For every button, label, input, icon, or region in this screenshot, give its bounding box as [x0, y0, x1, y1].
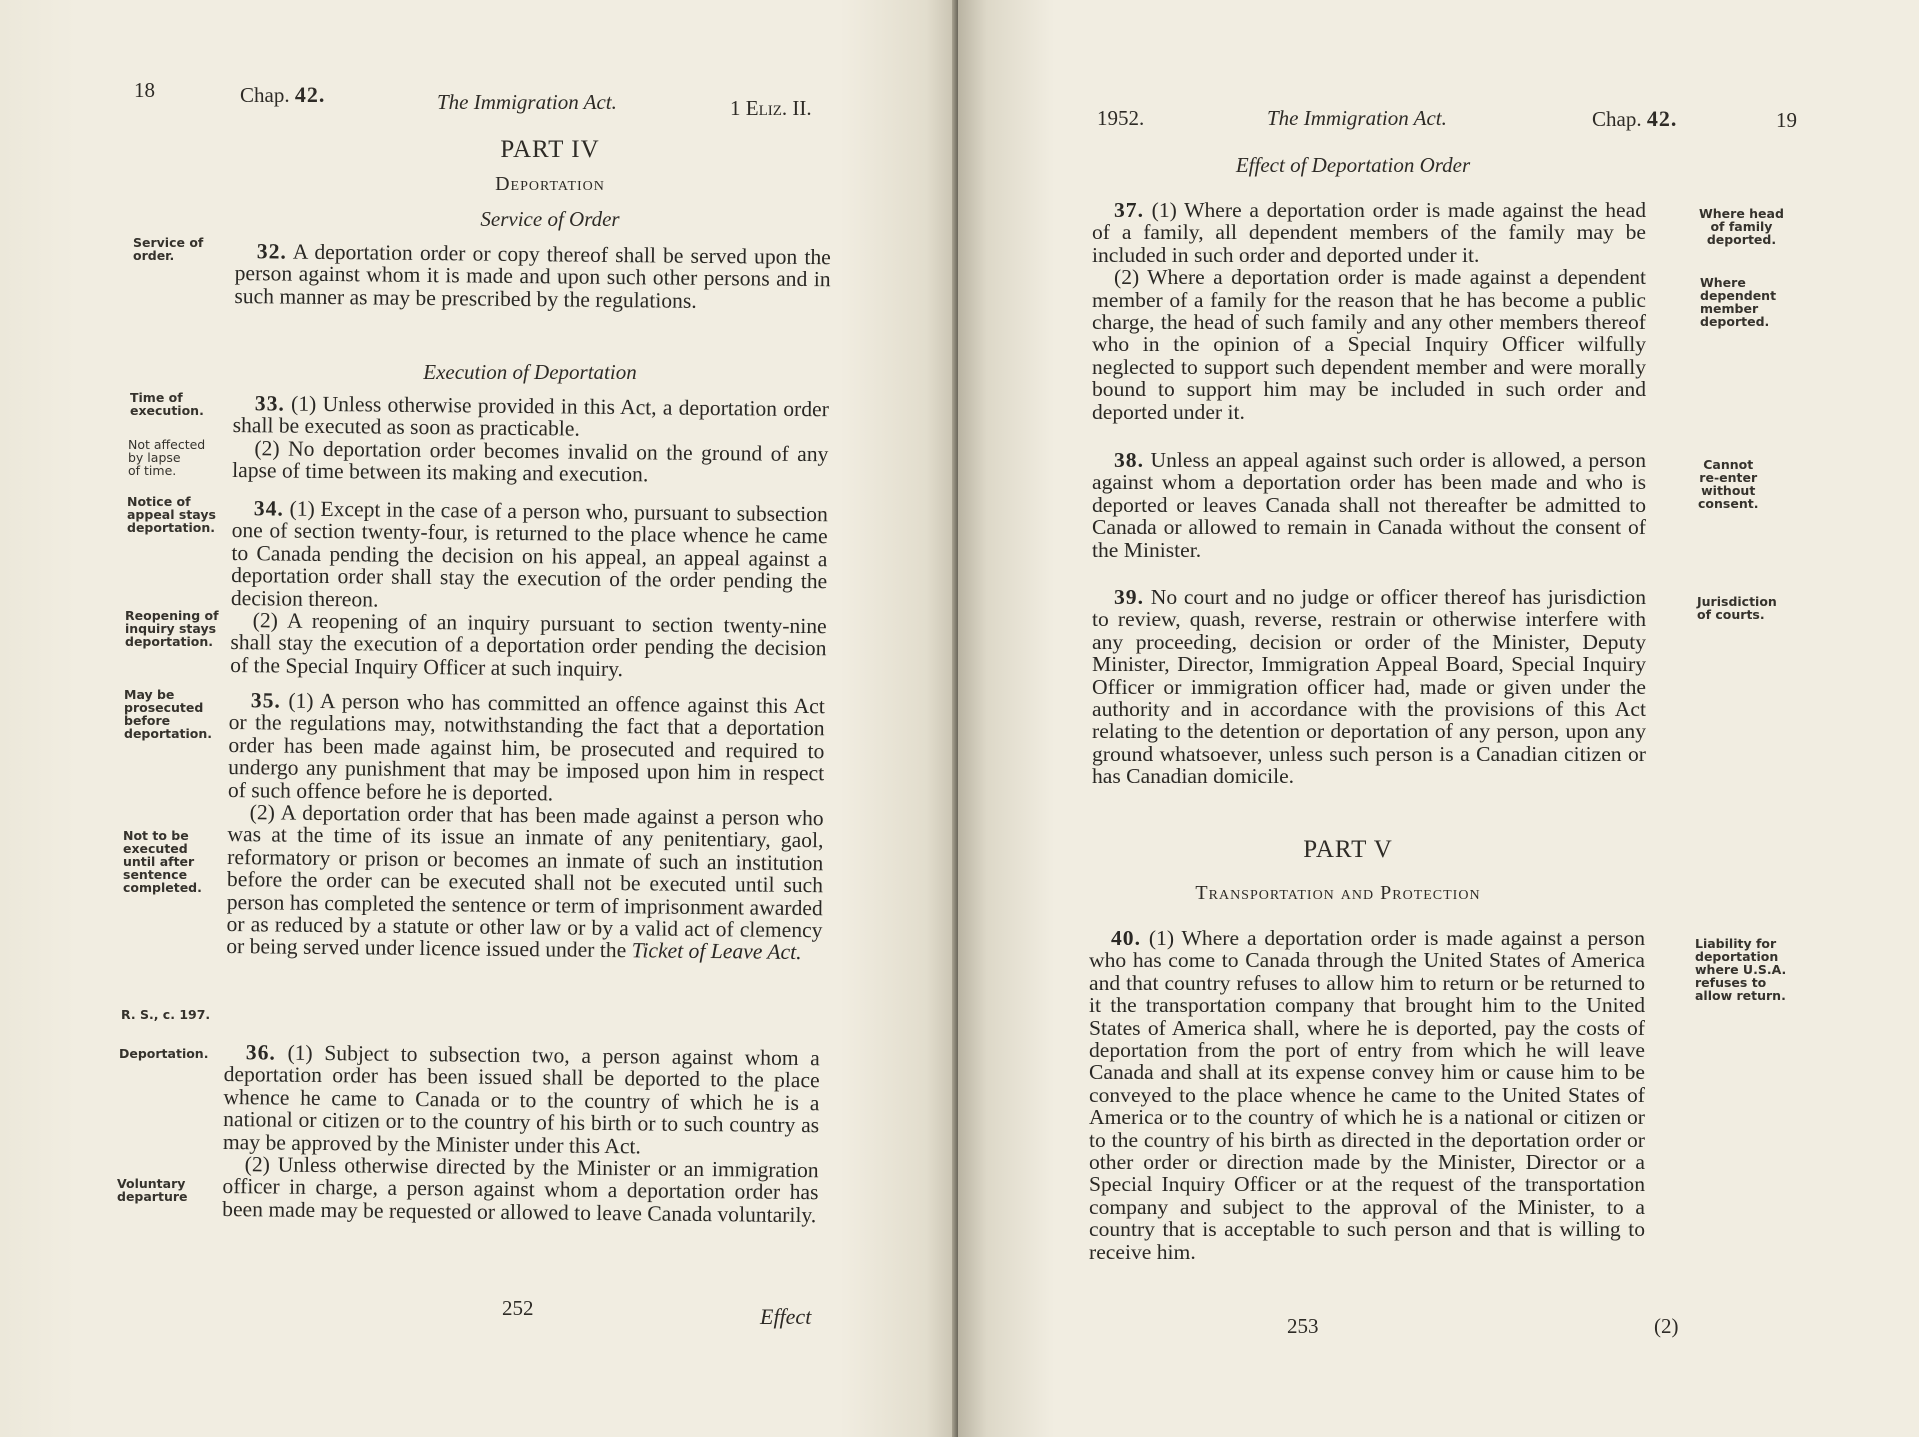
margin-note-not-executed: Not to be executed until after sentence completed. [123, 828, 202, 895]
section-34-p2: (2) A reopening of an inquiry pursuant to section twenty-nine shall stay the execution of a deportation order pending the decision of the Special Inquiry Officer at such inquiry. [230, 608, 827, 681]
section-35-p2: (2) A deportation order that has been made against a person who was at the time of its issue an inmate of any penitentiary, gaol, reformatory or prison or becomes an inmate of such an institution before the order can be executed shall not be executed until such person has completed the sentence or term of imprisonment awarded or as reduced by a statute or other law or by a valid act of clemency or being served under licence issued under the [226, 800, 824, 963]
left-regnal-year: 1 Eliz. II. [730, 96, 812, 120]
section-32 [234, 240, 831, 313]
section-35 [226, 689, 825, 964]
right-folio: 253 [1287, 1314, 1319, 1338]
ticket-of-leave-act: Ticket of Leave Act. [631, 938, 802, 965]
margin-note-prosecuted: May be prosecuted before deportation. [124, 687, 213, 741]
right-page [958, 0, 1919, 1437]
section-34-number: 34. [253, 496, 285, 521]
right-year: 1952. [1097, 106, 1145, 130]
section-39-number: 39. [1114, 585, 1144, 609]
section-36 [222, 1041, 820, 1226]
left-page [0, 0, 955, 1437]
left-page-number: 18 [134, 78, 155, 102]
section-33 [232, 392, 829, 488]
section-32-number: 32. [256, 239, 288, 264]
section-40 [1089, 927, 1645, 1263]
section-35-number: 35. [250, 688, 282, 713]
section-39-text: No court and no judge or officer thereof has jurisdiction to review, quash, reverse, restrain or otherwise interfere with any proceeding, decision or order of the Minister, Deputy Minister, Director, Immigration Appeal Board, Special Inquiry Officer or immigration officer had, made or given under the authority and in accordance with the provisions of this Act relating to the detention or deportation of any person, upon any ground whatsoever, unless such person is a Canadian citizen or has Canadian domicile. [1092, 585, 1646, 789]
section-33-p2: (2) No deportation order becomes invalid on the ground of any lapse of time between its making and execution. [232, 436, 829, 487]
part-v-title: PART V [1303, 836, 1393, 863]
right-chap-number: 42. [1646, 106, 1678, 131]
section-40-number: 40. [1111, 926, 1141, 950]
catchword: Effect [760, 1304, 812, 1329]
margin-note-rs: R. S., c. 197. [121, 1007, 211, 1022]
left-chap-number: 42. [294, 82, 326, 107]
left-folio: 252 [502, 1296, 534, 1320]
margin-note-reenter: Cannot re-enter without consent. [1698, 457, 1759, 511]
section-36-p1: (1) Subject to subsection two, a person against whom a deportation order has been issued shall be deported to the place whence he came to Canada or to the country of which he is a national or citizen or to the country of his birth or to such country as may be approved by the Minister under this Act. [222, 1040, 820, 1158]
section-40-text: (1) Where a deportation order is made against a person who has come to Canada through the United States of America and that country refuses to allow him to return or be returned to it the transportation company that brought him to the United States of America shall, where he is deported, pay the costs of deportation from the port of entry from which he will leave Canada and shall at its expense convey him or cause him to be conveyed to the place whence he came to the United States of America or to the country of which he is a national or citizen or to the country of his birth as directed in the deportation order or other order or direction made by the Minister, Director or a Special Inquiry Officer or at the request of the transportation company and subject to the approval of the Minister, to a country that is acceptable to such person and that is willing to receive him. [1089, 926, 1645, 1264]
section-38-number: 38. [1114, 448, 1144, 472]
section-32-text: A deportation order or copy thereof shall be served upon the person against whom it is made and upon such other persons and in such manner as may be prescribed by the regulations. [234, 239, 831, 313]
right-running-title: The Immigration Act. [1267, 106, 1447, 130]
section-34-p1: (1) Except in the case of a person who, pursuant to subsection one of section twenty-four, is returned to the place whence he came to Canada pending the decision on his appeal, an appeal against a deportation order shall stay the execution of the order pending the decision thereon. [230, 496, 828, 612]
service-of-order-heading: Service of Order [480, 207, 620, 231]
margin-note-time: Time of execution. [130, 390, 204, 418]
section-36-p2: (2) Unless otherwise directed by the Minister or an immigration officer in charge, a person against whom a deportation order has been made may be requested or allowed to leave Canada voluntarily. [222, 1152, 819, 1228]
margin-note-reopening: Reopening of inquiry stays deportation. [125, 608, 219, 649]
section-39 [1092, 586, 1646, 788]
signature-mark: (2) [1654, 1314, 1679, 1338]
part-v-heading: Transportation and Protection [1195, 882, 1481, 904]
margin-note-service: Service of order. [133, 235, 204, 263]
section-35-p1: (1) A person who has committed an offence against this Act or the regulations may, notwithstanding the fact that a deportation order has been made against him, be prosecuted and required to undergo any punishment that may be imposed upon him in respect of such offence before he is deported. [227, 688, 825, 806]
margin-note-deportation: Deportation. [119, 1046, 209, 1061]
margin-note-lapse: Not affected by lapse of time. [128, 437, 206, 478]
left-chap-prefix: Chap. [240, 83, 290, 107]
right-page-number: 19 [1776, 108, 1797, 132]
margin-note-jurisdiction: Jurisdiction of courts. [1697, 594, 1777, 622]
margin-note-voluntary: Voluntary departure [117, 1176, 188, 1204]
margin-note-liability: Liability for deportation where U.S.A. refuses to allow return. [1695, 936, 1787, 1003]
section-38-text: Unless an appeal against such order is allowed, a person against whom a deportation order has been made and who is deported or leaves Canada shall not thereafter be admitted to Canada or allowed to remain in Canada without the consent of the Minister. [1092, 448, 1646, 562]
section-37-p1: (1) Where a deportation order is made against the head of a family, all dependent members of the family may be included in such order and deported under it. [1092, 198, 1646, 267]
section-38 [1092, 449, 1646, 561]
section-33-number: 33. [254, 391, 286, 416]
section-37 [1092, 199, 1646, 423]
margin-note-notice: Notice of appeal stays deportation. [127, 494, 216, 535]
section-33-p1: (1) Unless otherwise provided in this Act, a deportation order shall be executed as soon as practicable. [232, 391, 829, 442]
part-iv-heading: Deportation [495, 173, 605, 195]
execution-heading: Execution of Deportation [423, 360, 637, 384]
left-chapter-label [240, 82, 325, 108]
right-chap-prefix: Chap. [1592, 107, 1642, 131]
part-iv-title: PART IV [500, 136, 600, 163]
margin-note-dependent: Where dependent member deported. [1700, 275, 1777, 329]
section-36-number: 36. [245, 1040, 277, 1065]
section-37-p2: (2) Where a deportation order is made against a dependent member of a family for the reason that he has become a public charge, the head of such family and any other members thereof who in the opinion of a Special Inquiry Officer wilfully neglected to support such dependent member and were morally bound to support him may be included in such order and deported under it. [1092, 265, 1646, 424]
left-running-title: The Immigration Act. [437, 90, 617, 114]
margin-note-head: Where head of family deported. [1699, 206, 1784, 247]
right-chapter-label [1592, 106, 1677, 132]
section-37-number: 37. [1114, 198, 1144, 222]
section-34 [230, 497, 828, 682]
effect-heading: Effect of Deportation Order [1235, 153, 1471, 177]
